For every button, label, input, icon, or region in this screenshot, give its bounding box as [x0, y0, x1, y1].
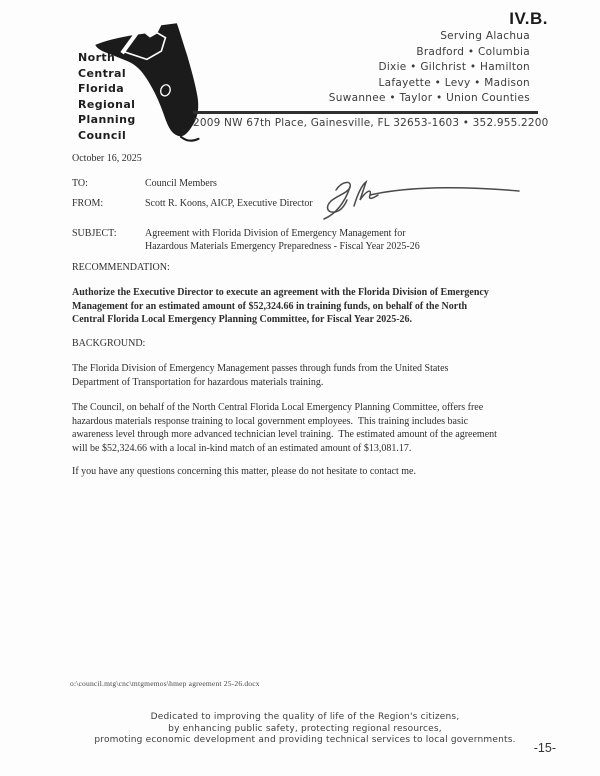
recommendation-paragraph	[72, 286, 557, 327]
footer-line: by enhancing public safety, protecting regional resources,	[168, 723, 442, 734]
subject-value	[145, 227, 420, 254]
serving-line: Serving Alachua	[440, 30, 530, 42]
serving-line: Lafayette • Levy • Madison	[378, 76, 530, 89]
logo-word: Planning	[78, 113, 136, 126]
memo-subject-row	[72, 227, 557, 254]
subject-line: Hazardous Materials Emergency Preparedness - Fiscal Year 2025-26	[145, 241, 420, 252]
recommendation-line: Authorize the Executive Director to execute an agreement with the Florida Division of Emergency	[72, 287, 489, 298]
background-line: Department of Transportation for hazardous materials training.	[72, 376, 324, 388]
logo-word: Central	[78, 66, 127, 80]
council-logo	[70, 14, 210, 144]
subject-line: Agreement with Florida Division of Emergency Management for	[145, 227, 406, 239]
page-number: -15-	[533, 741, 556, 755]
from-value: Scott R. Koons, AICP, Executive Director	[145, 198, 313, 209]
logo-word: Council	[78, 128, 127, 142]
logo-word: Regional	[78, 97, 136, 111]
subject-label: SUBJECT:	[72, 227, 117, 239]
recommendation-heading: RECOMMENDATION:	[72, 261, 170, 273]
council-address: 2009 NW 67th Place, Gainesville, FL 32653-1603 • 352.955.2200	[193, 117, 549, 129]
serving-line: Dixie • Gilchrist • Hamilton	[378, 61, 530, 74]
footer-line: Dedicated to improving the quality of life of the Region's citizens,	[150, 712, 460, 722]
header-divider	[193, 111, 538, 114]
serving-counties-list	[329, 29, 530, 107]
serving-line: Bradford • Columbia	[416, 45, 530, 58]
background-paragraph-2	[72, 401, 557, 455]
recommendation-line: Central Florida Local Emergency Planning Committee, for Fiscal Year 2025-26.	[72, 314, 413, 325]
signature-icon	[312, 178, 530, 222]
background-line: hazardous materials response training to local government employees. This training includes basic	[72, 415, 469, 427]
recommendation-line: Management for an estimated amount of $52,324.66 in training funds, on behalf of the North	[72, 300, 468, 312]
to-value: Council Members	[145, 177, 217, 189]
logo-wordmark	[78, 50, 136, 143]
memo-date: October 16, 2025	[72, 153, 142, 164]
footer-line: promoting economic development and providing technical services to local governments.	[94, 735, 516, 745]
background-paragraph-1	[72, 362, 557, 389]
to-label: TO:	[72, 177, 88, 189]
background-line: The Florida Division of Emergency Management passes through funds from the United States	[72, 363, 449, 374]
logo-word: Florida	[78, 82, 125, 95]
logo-word: North	[78, 51, 116, 64]
document-file-path: o:\council.mtg\cnc\mtgmemos\hmep agreement 25-26.docx	[70, 679, 260, 688]
background-line: The Council, on behalf of the North Central Florida Local Emergency Planning Committee, offers free	[72, 402, 484, 413]
agenda-item-number: IV.B.	[509, 9, 548, 28]
background-line: will be $52,324.66 with a local in-kind match of an estimated amount of $13,081.17.	[72, 442, 412, 454]
background-line: awareness level through more advanced technician level training. The estimated amount of the agreement	[72, 429, 497, 440]
closing-line: If you have any questions concerning this matter, please do not hesitate to contact me.	[72, 466, 416, 477]
from-label: FROM:	[72, 198, 104, 209]
serving-line: Suwannee • Taylor • Union Counties	[328, 92, 530, 105]
background-heading: BACKGROUND:	[72, 337, 146, 349]
footer-motto	[0, 712, 600, 747]
